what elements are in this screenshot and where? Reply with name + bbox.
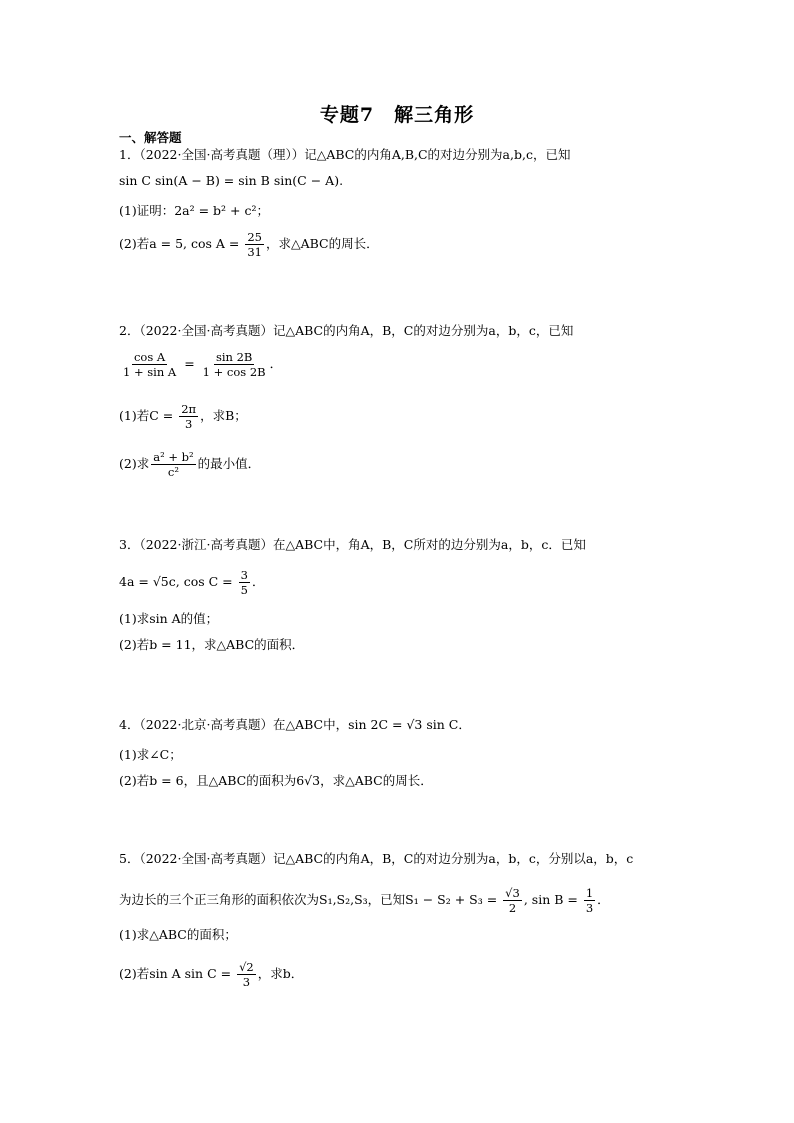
q5-part2-text: (2)若sin A sin C = (119, 966, 232, 981)
fraction-numerator: cos A (133, 350, 166, 364)
q5-line2 (119, 886, 610, 915)
q1-part2-text: (2)若a = 5, cos A = (119, 236, 240, 251)
q1-part2 (119, 230, 379, 259)
q5-head: 5．（2022·全国·高考真题）记△ABC的内角A，B，C的对边分别为a，b，c，分别以a，b，c (119, 851, 634, 866)
page-title: 专题7 解三角形 (319, 104, 475, 126)
q2-fraction-left (121, 350, 178, 379)
q5-part1: (1)求△ABC的面积； (119, 927, 237, 942)
fraction-denominator: 1 + cos 2B (202, 365, 266, 379)
q2-part2-fraction (151, 450, 195, 479)
q3-condition-text: 4a = √5c, cos C = (119, 574, 233, 589)
q4-part2: (2)若b = 6，且△ABC的面积为6√3，求△ABC的周长． (119, 773, 433, 788)
q2-fraction-right (201, 350, 268, 379)
q3-condition-fraction (239, 568, 250, 597)
q3-head: 3．（2022·浙江·高考真题）在△ABC中，角A，B，C所对的边分别为a，b，c．已知 (119, 537, 586, 552)
q1-head: 1．（2022·全国·高考真题（理））记△ABC的内角A,B,C的对边分别为a,b,c，已知 (119, 147, 571, 162)
q2-part2-tail: 的最小值． (197, 456, 261, 471)
q2-part1-tail: ，求B； (200, 408, 247, 423)
q4-part1: (1)求∠C； (119, 747, 182, 762)
fraction-numerator: sin 2B (215, 350, 253, 364)
section-heading: 一、解答题 (119, 130, 182, 145)
q5-line2-end: ． (597, 892, 610, 907)
q1-part1: (1)证明：2a² = b² + c²； (119, 203, 269, 218)
fraction-numerator: √3 (505, 886, 520, 900)
fraction-denominator: c² (167, 465, 179, 479)
q2-part1-fraction (179, 402, 198, 431)
q1-part2-fraction (245, 230, 264, 259)
q2-part2 (119, 450, 260, 479)
fraction-numerator: √2 (239, 960, 254, 974)
q5-fraction-1-over-3 (584, 886, 595, 915)
q1-condition: sin C sin(A − B) = sin B sin(C − A). (119, 173, 344, 188)
q2-condition (119, 350, 282, 379)
q1-part2-tail: ，求△ABC的周长． (266, 236, 379, 251)
fraction-denominator: 2 (508, 901, 517, 915)
fraction-denominator: 3 (585, 901, 594, 915)
q2-part1 (119, 402, 247, 431)
fraction-numerator: a² + b² (153, 450, 194, 464)
q5-line2-text: 为边长的三个正三角形的面积依次为S₁,S₂,S₃，已知S₁ − S₂ + S₃ = (119, 892, 498, 907)
q2-condition-end: ． (269, 356, 283, 371)
fraction-numerator: 1 (585, 886, 594, 900)
q3-part1: (1)求sin A的值； (119, 611, 219, 626)
q2-head: 2．（2022·全国·高考真题）记△ABC的内角A，B，C的对边分别为a，b，c，已知 (119, 323, 574, 338)
q4-head: 4．（2022·北京·高考真题）在△ABC中，sin 2C = √3 sin C． (119, 717, 471, 732)
fraction-denominator: 3 (242, 975, 251, 989)
q5-part2-tail: ，求b． (257, 966, 304, 981)
q3-condition (119, 568, 264, 597)
q3-part2: (2)若b = 11，求△ABC的面积． (119, 637, 305, 652)
q5-part2 (119, 960, 303, 989)
q3-condition-end: ． (251, 574, 265, 589)
fraction-denominator: 3 (184, 417, 193, 431)
q2-part2-text: (2)求 (119, 456, 150, 471)
fraction-numerator: 2π (181, 402, 197, 416)
fraction-denominator: 31 (247, 245, 262, 259)
q5-part2-fraction (237, 960, 256, 989)
equals-sign: = (184, 356, 195, 371)
fraction-denominator: 1 + sin A (123, 365, 177, 379)
q5-fraction-sqrt3-over-2 (503, 886, 522, 915)
q5-line2-mid: , sin B = (523, 892, 578, 907)
q2-part1-text: (1)若C = (119, 408, 174, 423)
fraction-numerator: 25 (247, 230, 262, 244)
fraction-numerator: 3 (240, 568, 248, 582)
fraction-denominator: 5 (240, 583, 248, 597)
